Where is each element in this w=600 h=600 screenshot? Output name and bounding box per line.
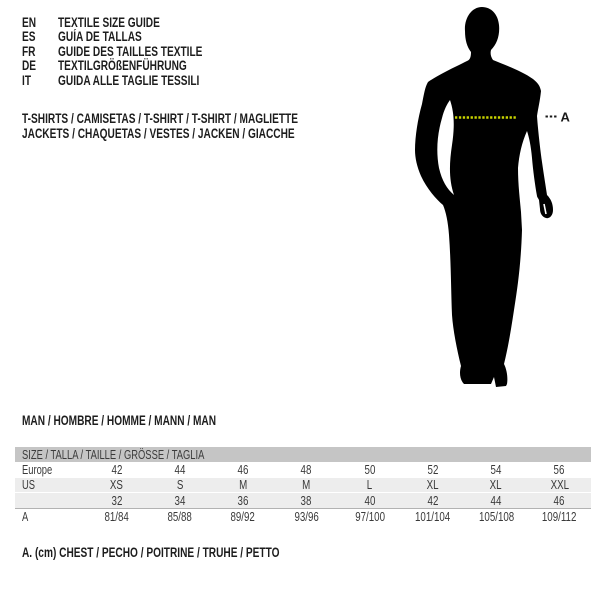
row-label: US	[22, 478, 36, 492]
man-silhouette-svg	[400, 0, 570, 400]
measurement-footnote-text: A. (cm) CHEST / PECHO / POITRINE / TRUHE / PETTO	[22, 545, 280, 560]
europe-size: 54	[490, 463, 502, 477]
language-code: FR	[22, 43, 36, 59]
row-label: Europe	[22, 463, 53, 477]
table-row-us-letter	[15, 478, 591, 493]
size-table	[15, 447, 591, 525]
us-size: S	[176, 478, 184, 492]
product-categories	[22, 112, 390, 141]
chest-cm: 101/104	[415, 510, 451, 524]
chest-cm: 93/96	[294, 510, 319, 524]
language-code: EN	[22, 15, 37, 30]
us-number-size: 46	[553, 493, 565, 508]
europe-size: 42	[111, 463, 123, 477]
europe-size: 44	[174, 463, 186, 477]
us-size: M	[239, 478, 248, 492]
europe-size: 48	[300, 463, 312, 477]
product-line-jackets: JACKETS / CHAQUETAS / VESTES / JACKEN / GIACCHE	[22, 125, 295, 141]
table-row-us-number	[15, 493, 591, 508]
us-number-size: 36	[237, 493, 249, 508]
chest-cm: 85/88	[167, 510, 193, 524]
europe-size: 52	[427, 463, 439, 477]
language-code: DE	[22, 58, 37, 74]
man-silhouette-figure	[400, 0, 570, 400]
measurement-label-a: A	[560, 109, 570, 125]
us-number-size: 40	[364, 493, 376, 508]
table-row-europe	[15, 462, 591, 478]
chest-cm: 89/92	[230, 510, 256, 524]
measurement-footnote	[22, 546, 365, 560]
us-size: XL	[490, 478, 503, 492]
us-size: M	[302, 478, 311, 492]
us-size: XXL	[550, 478, 569, 492]
us-number-size: 44	[490, 493, 502, 508]
us-size: L	[366, 478, 373, 492]
us-size: XS	[110, 478, 124, 492]
us-size: XL	[426, 478, 439, 492]
table-row-chest-a	[15, 508, 591, 525]
europe-size: 56	[553, 463, 565, 477]
section-title-text: MAN / HOMBRE / HOMME / MANN / MAN	[22, 413, 217, 428]
chest-cm: 81/84	[104, 510, 129, 524]
europe-size: 46	[237, 463, 249, 477]
chest-cm: 109/112	[542, 510, 577, 524]
language-code: ES	[22, 29, 36, 45]
size-table-header-text: SIZE / TALLA / TAILLE / GRÖSSE / TAGLIA	[22, 447, 205, 462]
language-label: GUIDE DES TAILLES TEXTILE	[58, 43, 203, 59]
language-label: GUÍA DE TALLAS	[58, 29, 142, 45]
section-title-man	[22, 414, 281, 428]
product-line-tshirts: T-SHIRTS / CAMISETAS / T-SHIRT / T-SHIRT / MAGLIETTE	[22, 111, 299, 126]
us-number-size: 38	[300, 493, 312, 508]
us-number-size: 34	[174, 493, 186, 508]
us-number-size: 42	[427, 493, 439, 508]
us-number-size: 32	[111, 493, 123, 508]
language-label: GUIDA ALLE TAGLIE TESSILI	[58, 72, 200, 88]
row-label: A	[22, 510, 29, 524]
chest-cm: 105/108	[478, 510, 514, 524]
language-label: TEXTILGRÖßENFÜHRUNG	[58, 58, 187, 74]
size-table-header	[15, 447, 591, 462]
chest-cm: 97/100	[354, 510, 385, 524]
europe-size: 50	[364, 463, 376, 477]
language-code: IT	[22, 72, 31, 88]
language-label: TEXTILE SIZE GUIDE	[58, 15, 160, 30]
man-silhouette	[415, 7, 553, 387]
